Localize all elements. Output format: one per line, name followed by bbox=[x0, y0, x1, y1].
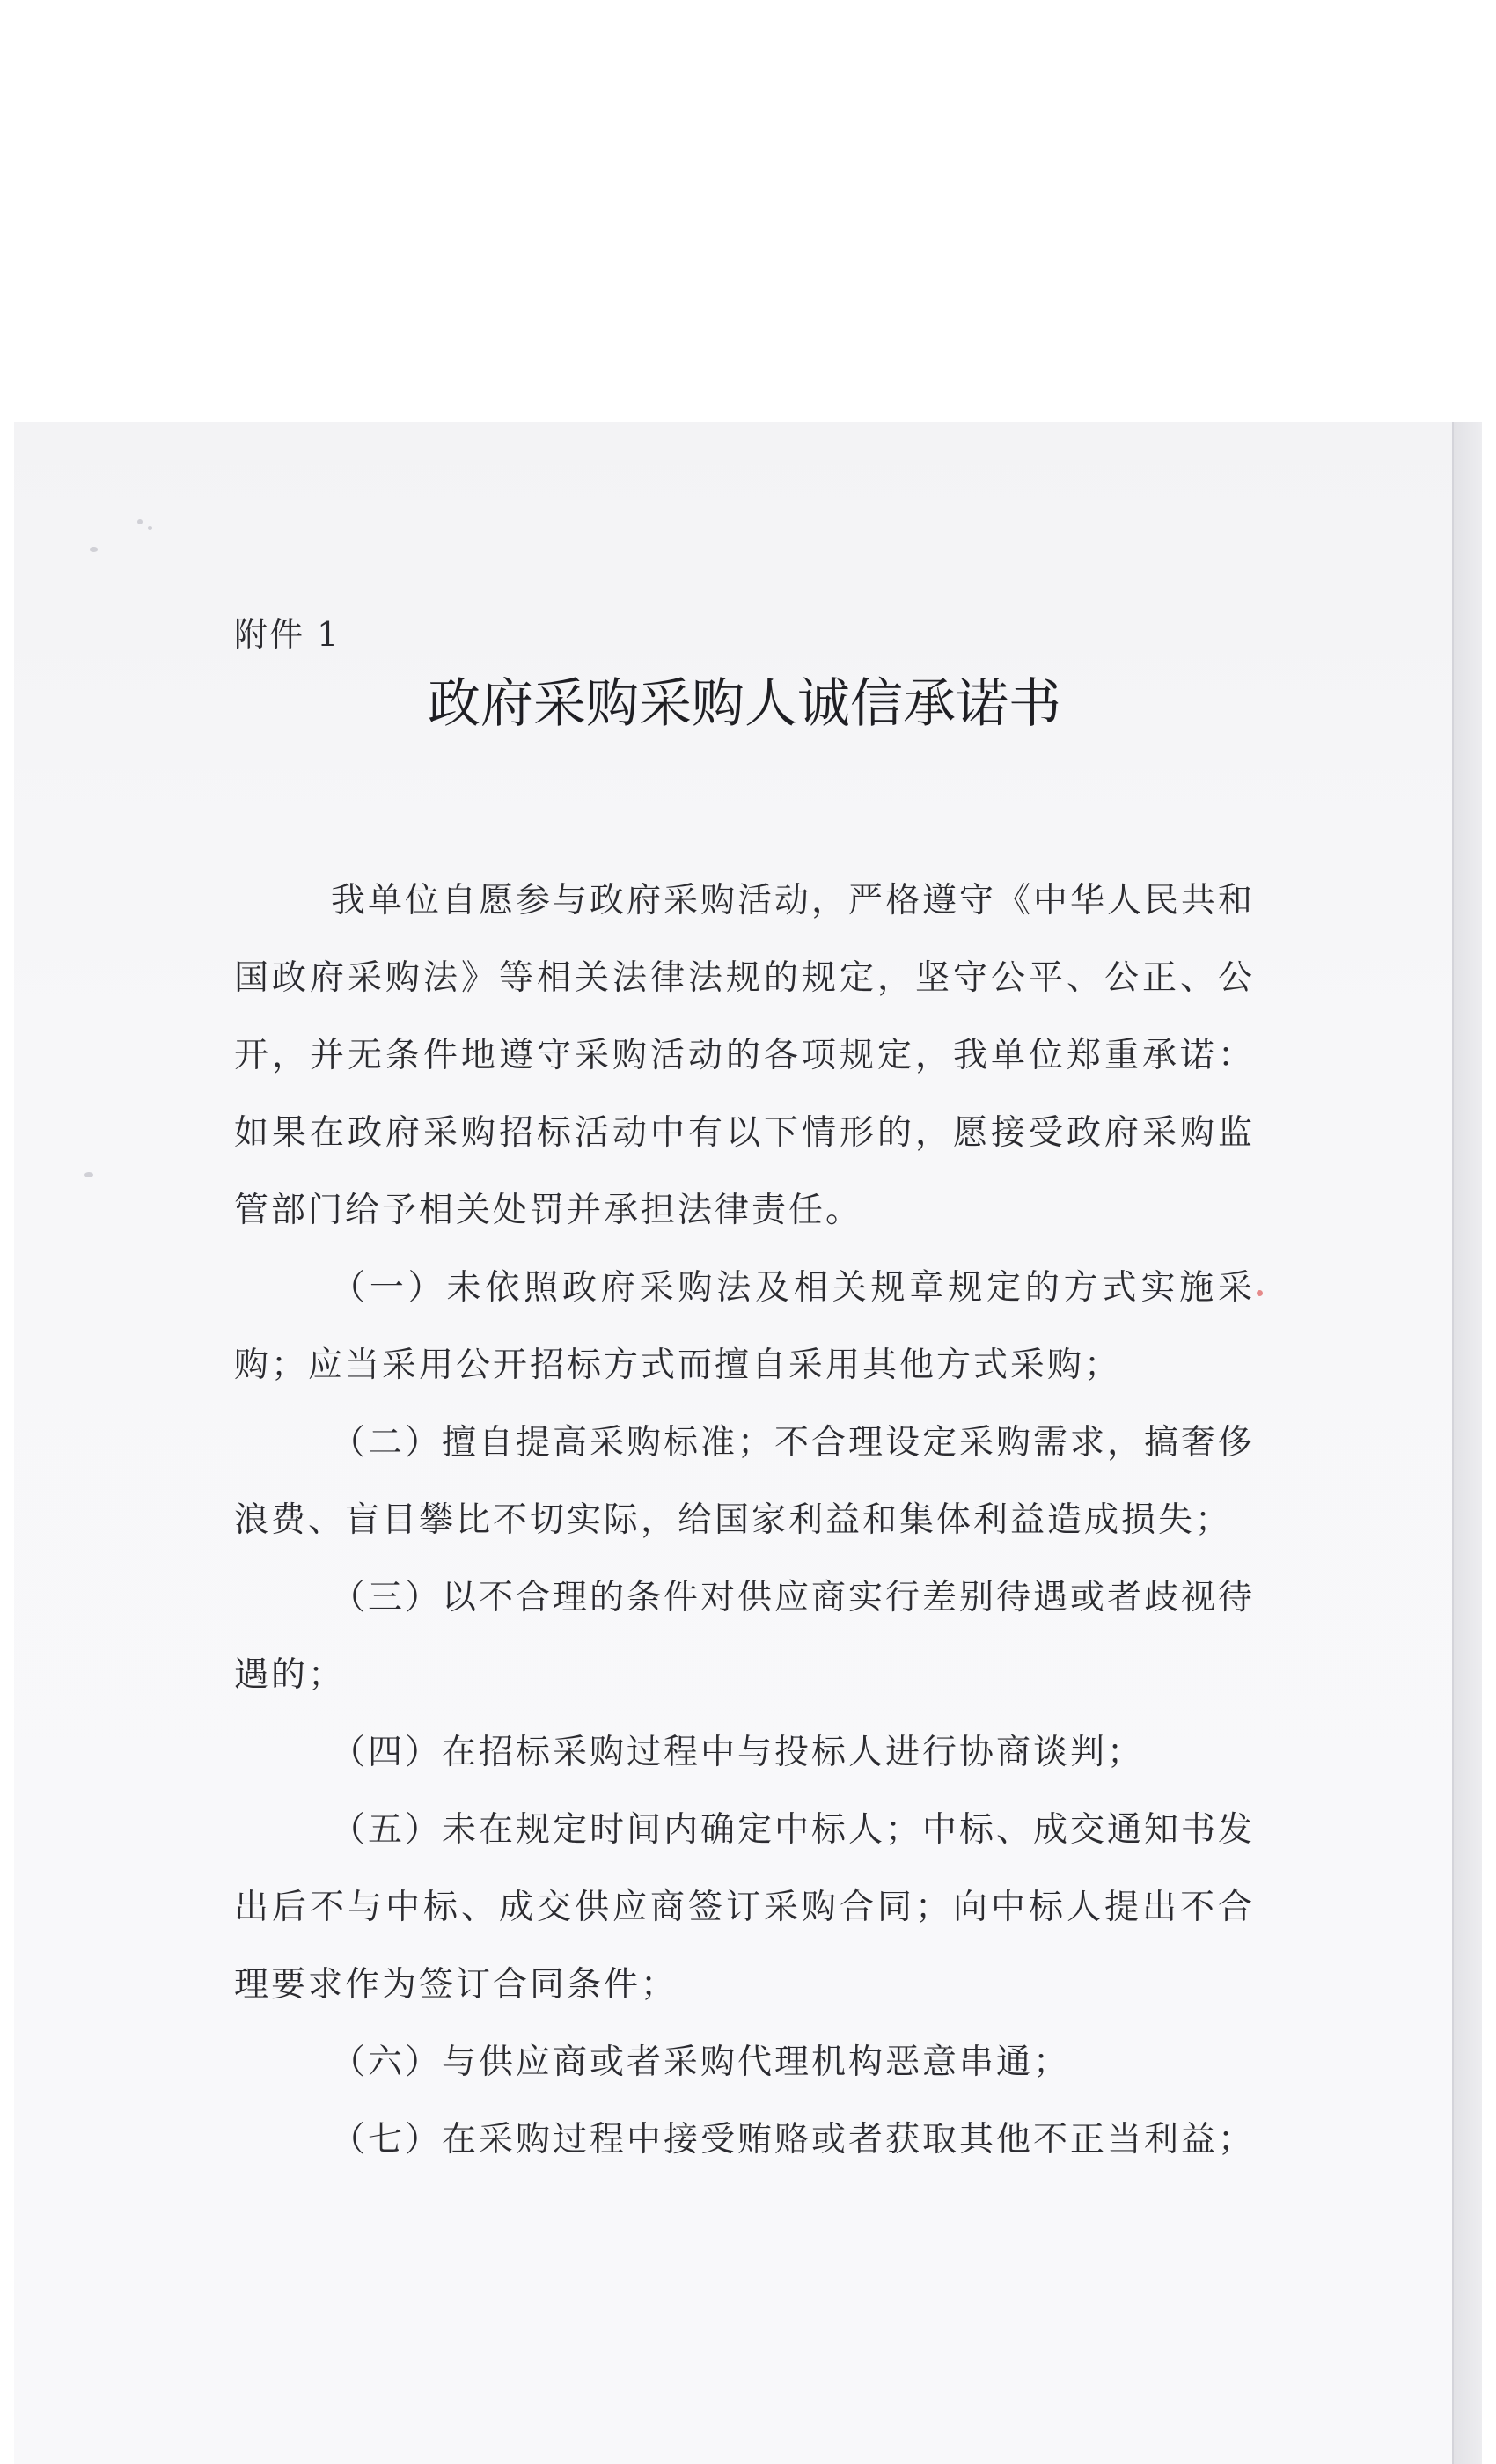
paragraph-item-5: （五）未在规定时间内确定中标人；中标、成交通知书发出后不与中标、成交供应商签订采购合同；向中标人提出不合理要求作为签订合同条件； bbox=[234, 1810, 1256, 2005]
document-title: 政府采购采购人诚信承诺书 bbox=[428, 673, 1061, 735]
scan-red-mark bbox=[1257, 1290, 1263, 1296]
scanned-page bbox=[14, 422, 1482, 2464]
paragraph-item-3: （三）以不合理的条件对供应商实行差别待遇或者歧视待遇的； bbox=[234, 1578, 1256, 1695]
paragraph-item-6: （六）与供应商或者采购代理机构恶意串通； bbox=[331, 2042, 1071, 2082]
scan-speck bbox=[137, 519, 143, 524]
paragraph-item-4: （四）在招标采购过程中与投标人进行协商谈判； bbox=[331, 1733, 1145, 1772]
paragraph-item-2: （二）擅自提高采购标准；不合理设定采购需求，搞奢侈浪费、盲目攀比不切实际，给国家利益和集体利益造成损失； bbox=[234, 1423, 1256, 1540]
paragraph-intro: 我单位自愿参与政府采购活动，严格遵守《中华人民共和国政府采购法》等相关法律法规的规定，坚守公平、公正、公开，并无条件地遵守采购活动的各项规定，我单位郑重承诺：如果在政府采购招标活动中有以下情形的，愿接受政府采购监管部门给予相关处罚并承担法律责任。 bbox=[234, 881, 1256, 1230]
scan-speck bbox=[148, 526, 152, 530]
attachment-label: 附件 1 bbox=[234, 615, 341, 654]
scan-speck bbox=[90, 547, 98, 552]
paragraph-item-1: （一）未依照政府采购法及相关规章规定的方式实施采购；应当采用公开招标方式而擅自采用其他方式采购； bbox=[234, 1268, 1255, 1385]
scan-speck bbox=[84, 1172, 93, 1177]
paragraph-item-7: （七）在采购过程中接受贿赂或者获取其他不正当利益； bbox=[331, 2120, 1256, 2160]
document-body bbox=[234, 862, 1255, 2179]
scan-edge-strip bbox=[1452, 422, 1482, 2464]
